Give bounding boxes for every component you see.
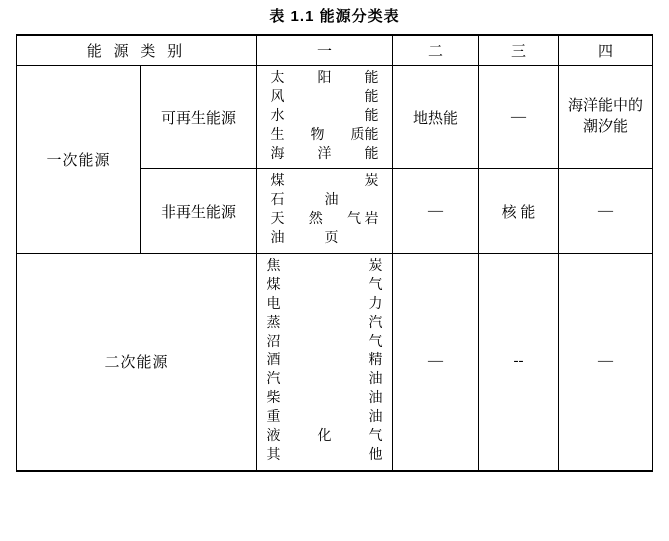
secondary-items: 焦 炭 煤 气 电 力 蒸 汽 沼 气 酒 精 汽 油 柴 油 重 油 液 化 气 其 他 — [257, 254, 393, 471]
renewable-col4-line1: 海洋能中的 — [567, 98, 643, 115]
renewable-col3: — — [479, 66, 559, 169]
header-category-label: 能 源 类 别 — [16, 35, 256, 66]
table-row — [16, 66, 652, 169]
header-col-4: 四 — [559, 35, 653, 66]
energy-classification-table — [16, 34, 653, 472]
renewable-items: 太 阳 能 风 能 水 能 生 物 质能 海 洋 能 — [257, 66, 393, 169]
nonrenewable-col4: — — [559, 169, 653, 254]
nonrenewable-col2: — — [393, 169, 479, 254]
table-header-row — [16, 35, 652, 66]
header-col-2: 二 — [393, 35, 479, 66]
renewable-label: 可再生能源 — [140, 66, 256, 169]
renewable-col4 — [559, 66, 653, 169]
renewable-col4-line2: 潮汐能 — [582, 119, 628, 136]
table-caption: 表 1.1 能源分类表 — [269, 8, 400, 25]
secondary-energy-label: 二次能源 — [16, 254, 256, 471]
secondary-col3: -- — [479, 254, 559, 471]
nonrenewable-col3: 核 能 — [479, 169, 559, 254]
table-row — [16, 254, 652, 471]
renewable-col2: 地热能 — [393, 66, 479, 169]
header-col-3: 三 — [479, 35, 559, 66]
nonrenewable-items: 煤 炭 石 油 天 然 气 岩 油 页 — [257, 169, 393, 254]
header-col-1: 一 — [257, 35, 393, 66]
nonrenewable-label: 非再生能源 — [140, 169, 256, 254]
primary-energy-label: 一次能源 — [16, 66, 140, 254]
secondary-col2: — — [393, 254, 479, 471]
secondary-col4: — — [559, 254, 653, 471]
